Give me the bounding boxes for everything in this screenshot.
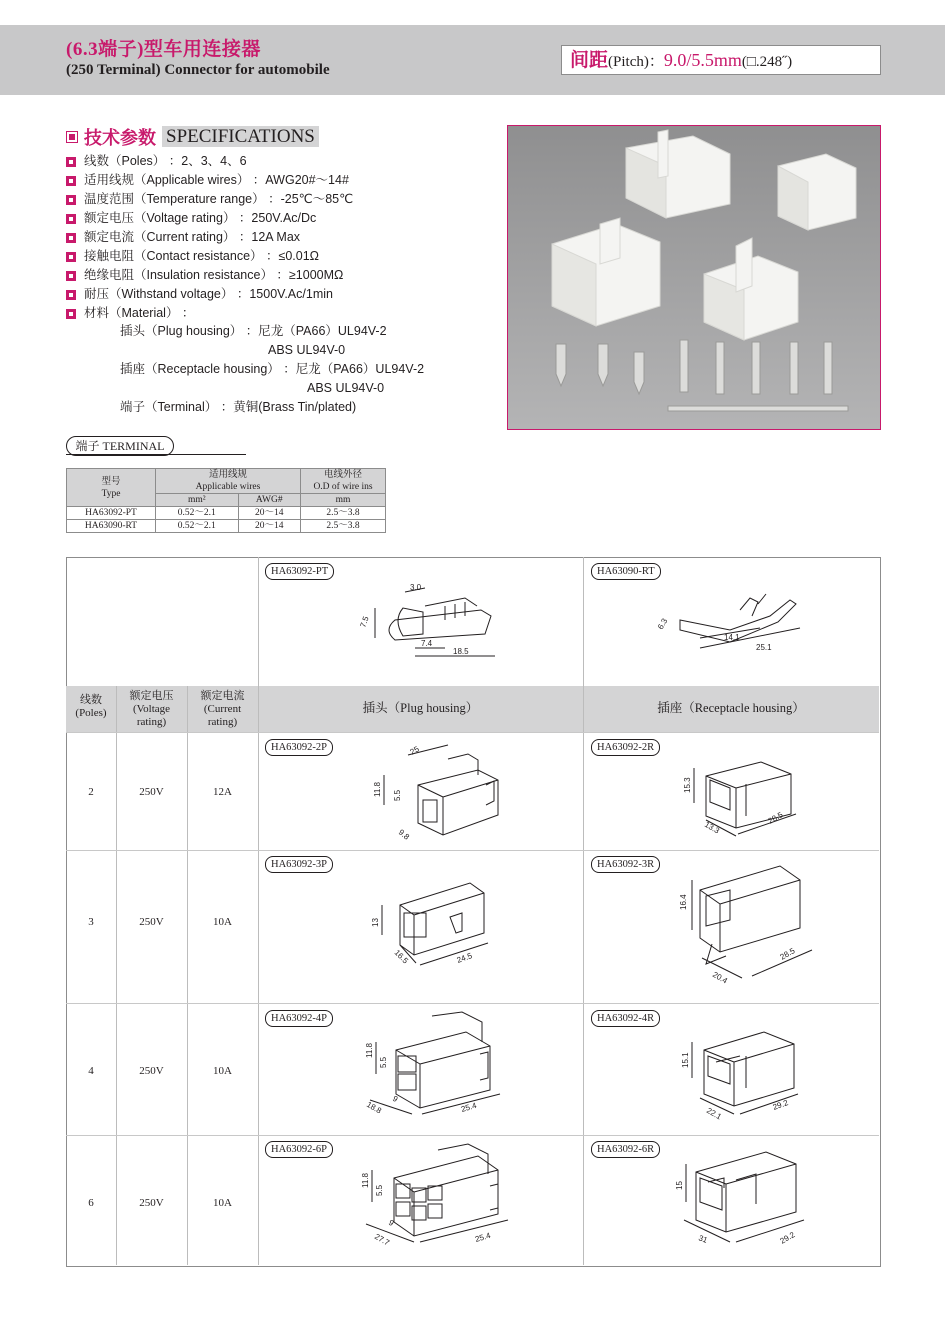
bullet-icon — [66, 233, 76, 243]
divider — [66, 850, 879, 851]
spec-item: 额定电流（Current rating） ：12A Max — [66, 228, 353, 247]
pitch-value: 9.0/5.5mm — [663, 50, 742, 70]
part-label: HA63092-3P — [265, 856, 333, 873]
header-receptacle: 插座（Receptacle housing） — [657, 701, 805, 715]
col-od-unit: mm — [301, 494, 386, 507]
terminal-table — [66, 468, 386, 533]
header-current: 额定电流 (Current rating) — [200, 690, 245, 728]
divider — [583, 557, 584, 1265]
svg-text:3.0: 3.0 — [410, 583, 422, 592]
svg-text:11.8: 11.8 — [361, 1173, 370, 1188]
svg-text:13: 13 — [371, 918, 380, 927]
divider — [66, 454, 246, 455]
voltage-value: 250V — [139, 916, 164, 928]
plug-4p-drawing — [362, 1010, 512, 1122]
pitch-box — [561, 45, 881, 75]
plug-6p-drawing — [358, 1142, 518, 1257]
spec-item: 耐压（Withstand voltage） ：1500V.Ac/1min — [66, 285, 353, 304]
svg-text:11.8: 11.8 — [373, 782, 382, 797]
receptacle-2r-drawing — [676, 748, 806, 840]
receptacle-6r-drawing — [672, 1146, 812, 1256]
svg-text:28.5: 28.5 — [766, 810, 785, 826]
part-label: HA63092-2R — [591, 739, 660, 756]
svg-text:25.4: 25.4 — [474, 1230, 492, 1244]
poles-value: 6 — [88, 1197, 94, 1209]
svg-text:22.1: 22.1 — [705, 1105, 723, 1122]
spec-title-en: SPECIFICATIONS — [162, 126, 319, 147]
svg-text:11.8: 11.8 — [365, 1043, 374, 1058]
svg-text:15: 15 — [675, 1181, 684, 1190]
title-chinese: (6.3端子)型车用连接器 — [66, 39, 261, 60]
svg-text:29.2: 29.2 — [771, 1098, 790, 1112]
spec-item: 接触电阻（Contact resistance） ：≤0.01Ω — [66, 247, 353, 266]
bullet-icon — [66, 271, 76, 281]
bullet-icon — [66, 309, 76, 319]
svg-text:15.3: 15.3 — [683, 777, 692, 793]
svg-text:5.5: 5.5 — [393, 789, 402, 801]
bullet-icon — [66, 176, 76, 186]
svg-text:25: 25 — [408, 744, 421, 757]
col-type: 型号 Type — [67, 469, 156, 507]
table-row: HA63090-RT 0.52～2.1 20～14 2.5～3.8 — [67, 520, 386, 533]
svg-text:5.5: 5.5 — [379, 1056, 388, 1068]
part-label: HA63092-3R — [591, 856, 660, 873]
part-label: HA63092-4R — [591, 1010, 660, 1027]
spec-item: 温度范围（Temperature range） ：-25℃～85℃ — [66, 190, 353, 209]
header-voltage: 额定电压 (Voltage rating) — [129, 690, 174, 728]
plug-2p-drawing — [368, 745, 508, 840]
title-english: (250 Terminal) Connector for automobile — [66, 62, 330, 78]
spec-item: 线数（Poles） ：2、3、4、6 — [66, 152, 353, 171]
svg-text:28.5: 28.5 — [778, 946, 797, 962]
material-terminal: 端子（Terminal） ：黄铜(Brass Tin/plated) — [120, 400, 357, 414]
voltage-value: 250V — [139, 1065, 164, 1077]
table-header-row — [67, 469, 386, 494]
part-label: HA63092-2P — [265, 739, 333, 756]
bullet-icon — [66, 214, 76, 224]
svg-text:9: 9 — [387, 1217, 396, 1228]
divider — [66, 1003, 879, 1004]
spec-item: 绝缘电阻（Insulation resistance） ：≥1000MΩ — [66, 266, 353, 285]
header-poles: 线数 (Poles) — [75, 694, 107, 719]
svg-text:15.1: 15.1 — [681, 1052, 690, 1068]
current-value: 10A — [213, 916, 232, 928]
material-receptacle: 插座（Receptacle housing） ：尼龙（PA66）UL94V-2 — [120, 362, 425, 376]
material-plug-abs: ABS UL94V-0 — [268, 343, 346, 357]
current-value: 12A — [213, 786, 232, 798]
svg-text:29.2: 29.2 — [778, 1230, 797, 1246]
square-bullet-icon — [66, 131, 78, 143]
material-receptacle-abs: ABS UL94V-0 — [307, 381, 385, 395]
svg-text:6.3: 6.3 — [655, 616, 670, 631]
divider — [187, 686, 188, 1265]
pitch-inch: (□.248˝) — [741, 54, 793, 70]
svg-text:27.7: 27.7 — [373, 1231, 391, 1248]
receptacle-3r-drawing — [672, 860, 822, 985]
col-awg: AWG# — [238, 494, 300, 507]
pitch-label-en: (Pitch)： — [608, 54, 664, 70]
svg-text:25.1: 25.1 — [756, 643, 772, 652]
part-label: HA63092-4P — [265, 1010, 333, 1027]
divider — [116, 686, 117, 1265]
product-photo-image — [508, 126, 880, 429]
product-photo — [507, 125, 881, 430]
part-label: HA63092-PT — [265, 563, 334, 580]
pitch-label-cn: 间距 — [570, 50, 609, 71]
divider — [66, 732, 879, 733]
divider — [258, 557, 259, 1265]
spec-list — [66, 152, 353, 323]
table-row: HA63092-PT 0.52～2.1 20～14 2.5～3.8 — [67, 507, 386, 520]
svg-text:7.5: 7.5 — [358, 615, 371, 629]
voltage-value: 250V — [139, 1197, 164, 1209]
svg-text:13.3: 13.3 — [703, 819, 721, 836]
current-value: 10A — [213, 1065, 232, 1077]
col-wires: 适用线规 Applicable wires — [156, 469, 301, 494]
svg-text:24.5: 24.5 — [455, 951, 474, 965]
bullet-icon — [66, 195, 76, 205]
receptacle-4r-drawing — [676, 1022, 806, 1122]
bullet-icon — [66, 157, 76, 167]
col-mm2: mm² — [156, 494, 239, 507]
poles-value: 3 — [88, 916, 94, 928]
svg-text:25.4: 25.4 — [460, 1100, 478, 1114]
spec-title-cn: 技术参数 — [84, 128, 156, 148]
svg-text:31: 31 — [697, 1233, 709, 1245]
material-plug: 插头（Plug housing） ：尼龙（PA66）UL94V-2 — [120, 324, 387, 338]
current-value: 10A — [213, 1197, 232, 1209]
bullet-icon — [66, 290, 76, 300]
spec-item: 额定电压（Voltage rating） ：250V.Ac/Dc — [66, 209, 353, 228]
bullet-icon — [66, 252, 76, 262]
svg-text:20.4: 20.4 — [711, 969, 729, 986]
poles-value: 2 — [88, 786, 94, 798]
header-plug: 插头（Plug housing） — [362, 701, 479, 715]
terminal-rt-drawing — [655, 588, 810, 658]
voltage-value: 250V — [139, 786, 164, 798]
svg-text:14.1: 14.1 — [724, 633, 740, 642]
spec-item: 材料（Material） ： — [66, 304, 353, 323]
specifications-heading — [66, 124, 319, 146]
svg-text:5.5: 5.5 — [375, 1184, 384, 1196]
terminal-tag: 端子 TERMINAL — [66, 436, 174, 456]
part-label: HA63090-RT — [591, 563, 661, 580]
svg-text:9.8: 9.8 — [396, 827, 412, 842]
svg-text:16.4: 16.4 — [679, 894, 688, 910]
terminal-pt-drawing — [355, 578, 505, 660]
poles-value: 4 — [88, 1065, 94, 1077]
divider — [66, 1135, 879, 1136]
spec-item: 适用线规（Applicable wires） ：AWG20#～14# — [66, 171, 353, 190]
plug-3p-drawing — [370, 875, 500, 975]
col-od: 电线外径 O.D of wire ins — [301, 469, 386, 494]
svg-text:18.8: 18.8 — [365, 1099, 383, 1116]
svg-text:7.4: 7.4 — [421, 639, 433, 648]
svg-text:18.5: 18.5 — [453, 647, 469, 656]
svg-text:9: 9 — [391, 1093, 400, 1104]
part-label: HA63092-6P — [265, 1141, 333, 1158]
part-label: HA63092-6R — [591, 1141, 660, 1158]
svg-text:16.5: 16.5 — [392, 948, 410, 966]
